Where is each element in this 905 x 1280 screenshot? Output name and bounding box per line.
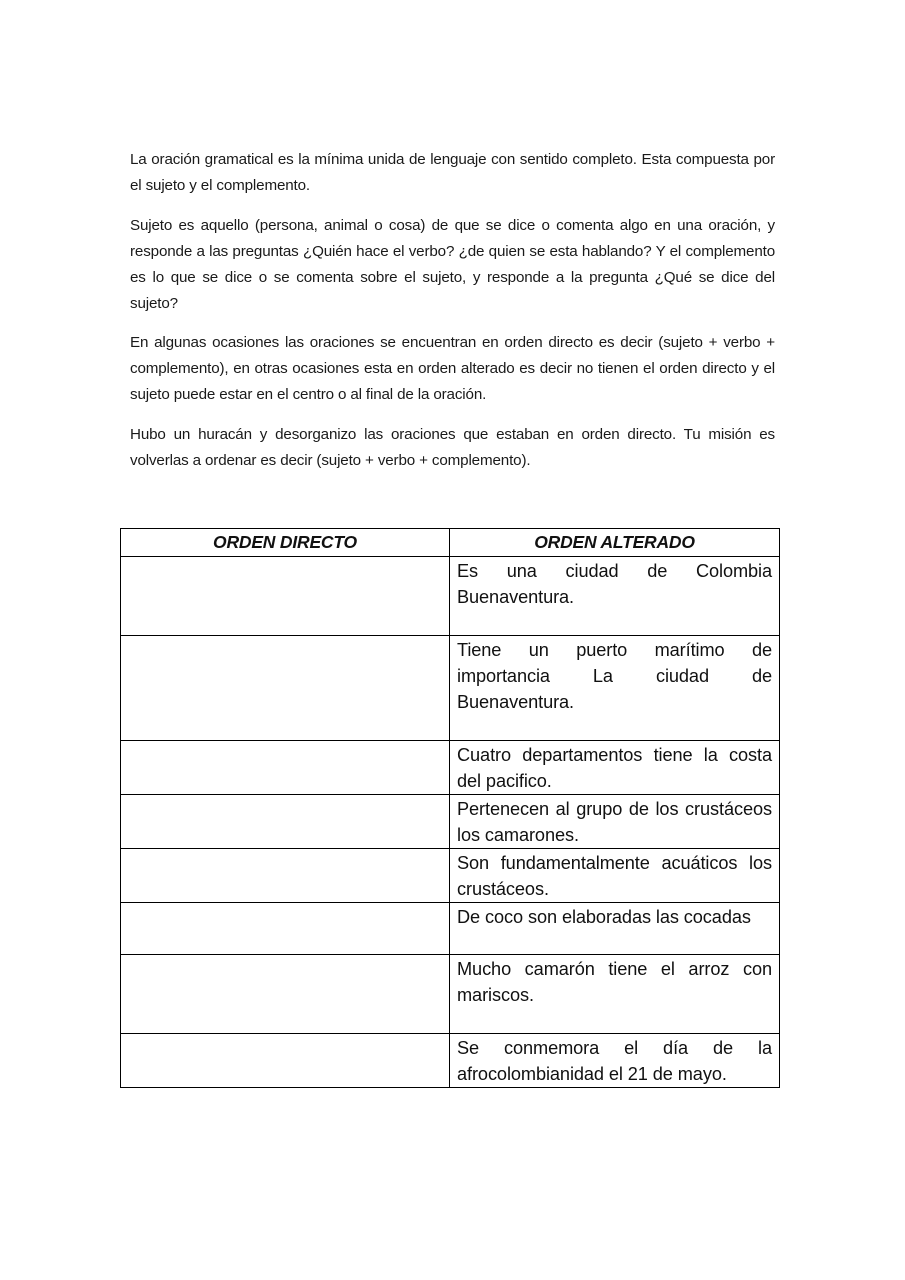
- answer-cell[interactable]: [121, 955, 450, 1034]
- answer-cell[interactable]: [121, 795, 450, 849]
- altered-sentence: Es una ciudad de Colombia Buenaventura.: [450, 557, 780, 636]
- altered-sentence: Mucho camarón tiene el arroz con mariscos.: [450, 955, 780, 1034]
- answer-cell[interactable]: [121, 849, 450, 903]
- table-row: [121, 903, 780, 955]
- answer-cell[interactable]: [121, 636, 450, 741]
- altered-sentence: De coco son elaboradas las cocadas: [450, 903, 780, 955]
- header-orden-directo: ORDEN DIRECTO: [121, 529, 450, 557]
- table-row: [121, 741, 780, 795]
- paragraph-order: En algunas ocasiones las oraciones se encuentran en orden directo es decir (sujeto + verbo + complemento), en otras ocasiones esta en orden alterado es decir no tienen el orden directo y el sujeto puede estar en el centro o al final de la oración.: [130, 334, 775, 403]
- altered-sentence: Pertenecen al grupo de los crustáceos los camarones.: [450, 795, 780, 849]
- table-row: [121, 636, 780, 741]
- answer-cell[interactable]: [121, 741, 450, 795]
- altered-sentence: Son fundamentalmente acuáticos los crustáceos.: [450, 849, 780, 903]
- paragraph-definition: La oración gramatical es la mínima unida de lenguaje con sentido completo. Esta compuesta por el sujeto y el complemento.: [130, 151, 775, 194]
- exercise-table: [120, 528, 780, 1088]
- table-row: [121, 1034, 780, 1088]
- header-orden-alterado: ORDEN ALTERADO: [450, 529, 780, 557]
- answer-cell[interactable]: [121, 557, 450, 636]
- answer-cell[interactable]: [121, 903, 450, 955]
- answer-cell[interactable]: [121, 1034, 450, 1088]
- table-row: [121, 795, 780, 849]
- paragraph-mission: Hubo un huracán y desorganizo las oraciones que estaban en orden directo. Tu misión es volverlas a ordenar es decir (sujeto + verbo + complemento).: [130, 426, 775, 469]
- altered-sentence: Se conmemora el día de la afrocolombianidad el 21 de mayo.: [450, 1034, 780, 1088]
- table-row: [121, 849, 780, 903]
- table-row: [121, 557, 780, 636]
- table-header-row: [121, 529, 780, 557]
- table-row: [121, 955, 780, 1034]
- altered-sentence: Cuatro departamentos tiene la costa del pacifico.: [450, 741, 780, 795]
- altered-sentence: Tiene un puerto marítimo de importancia La ciudad de Buenaventura.: [450, 636, 780, 741]
- paragraph-subject: Sujeto es aquello (persona, animal o cosa) de que se dice o comenta algo en una oración, y responde a las preguntas ¿Quién hace el verbo? ¿de quien se esta hablando? Y el complemento es lo que se dice o se comenta sobre el sujeto, y responde a la pregunta ¿Qué se dice del sujeto?: [130, 217, 775, 312]
